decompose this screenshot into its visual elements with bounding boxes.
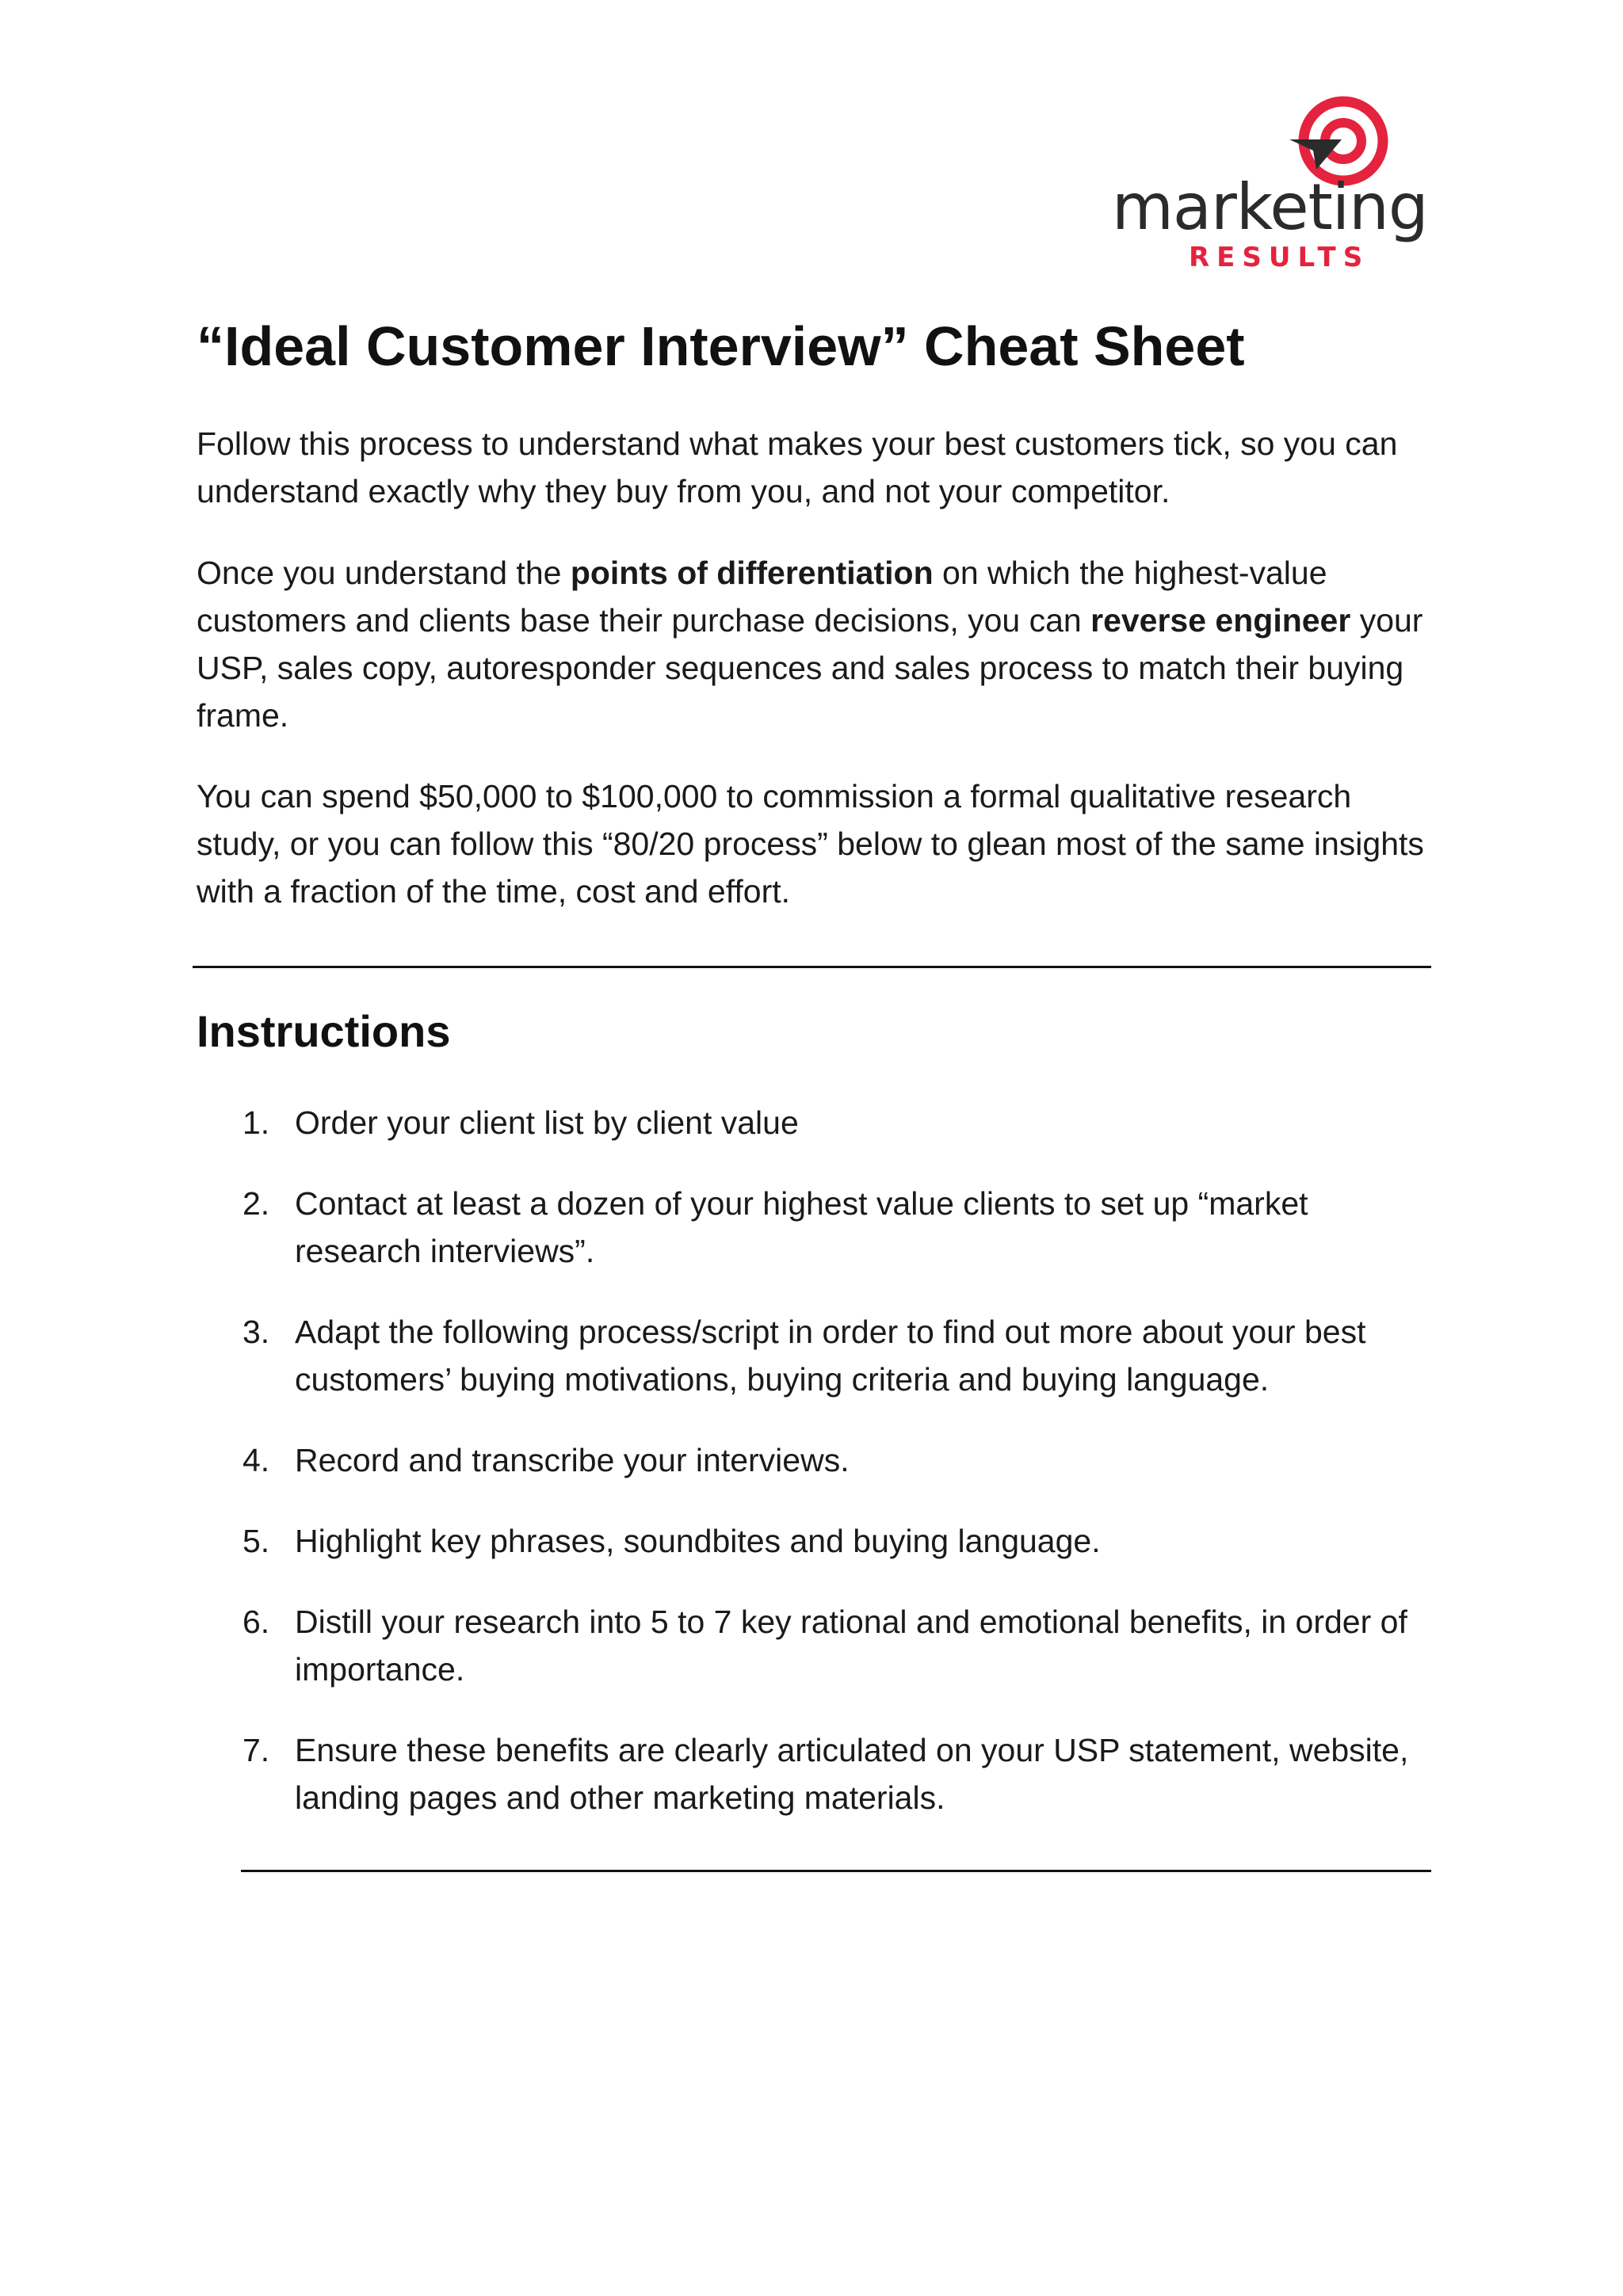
step-number: 2. [242, 1185, 270, 1222]
reverse-engineer-emphasis: reverse engineer [1090, 602, 1351, 639]
step-text: Order your client list by client value [295, 1104, 799, 1141]
step-text: Distill your research into 5 to 7 key rational and emotional benefits, in order of importance. [295, 1604, 1407, 1688]
intro-paragraph-2 [197, 549, 1433, 739]
instructions-heading: Instructions [197, 1006, 451, 1056]
instruction-step [197, 1099, 1433, 1146]
step-number: 6. [242, 1604, 270, 1640]
instructions-list [197, 1099, 1433, 1855]
step-text: Ensure these benefits are clearly articulated on your USP statement, website, landing pages and other marketing materials. [295, 1732, 1409, 1816]
page-title: “Ideal Customer Interview” Cheat Sheet [197, 315, 1245, 377]
points-of-differentiation-emphasis: points of differentiation [570, 555, 934, 591]
logo-wordmark: marketing [1112, 170, 1428, 244]
step-text: Contact at least a dozen of your highest value clients to set up “market research interviews”. [295, 1185, 1308, 1269]
instruction-step [197, 1436, 1433, 1484]
intro-paragraph-2-text-3: your USP, sales copy, autoresponder sequences and sales process to match their buying frame. [197, 602, 1423, 734]
section-divider [193, 966, 1431, 968]
step-number: 4. [242, 1442, 270, 1478]
instruction-step [197, 1598, 1433, 1693]
instruction-step [197, 1726, 1433, 1821]
intro-paragraph-2-text-1: Once you understand the [197, 555, 571, 591]
instruction-step [197, 1517, 1433, 1565]
intro-paragraph-1: Follow this process to understand what makes your best customers tick, so you can understand exactly why they buy from you, and not your competitor. [197, 425, 1398, 509]
closing-divider [241, 1870, 1431, 1872]
intro-paragraph-3: You can spend $50,000 to $100,000 to commission a formal qualitative research study, or you can follow this “80/20 process” below to glean most of the same insights with a fraction of the time, cost and effort. [197, 778, 1424, 910]
step-text: Record and transcribe your interviews. [295, 1442, 850, 1478]
intro-paragraph-2-text-2: on which the highest-value customers and clients base their purchase decisions, you can [197, 555, 1327, 639]
step-text: Highlight key phrases, soundbites and buying language. [295, 1523, 1101, 1559]
logo-subword: RESULTS [1189, 242, 1370, 273]
step-number: 5. [242, 1523, 270, 1559]
marketing-results-logo [1106, 87, 1428, 277]
instruction-step [197, 1308, 1433, 1403]
step-text: Adapt the following process/script in order to find out more about your best customers’ buying motivations, buying criteria and buying language. [295, 1314, 1366, 1398]
step-number: 7. [242, 1732, 270, 1768]
instruction-step [197, 1180, 1433, 1275]
step-number: 1. [242, 1104, 270, 1141]
step-number: 3. [242, 1314, 270, 1350]
